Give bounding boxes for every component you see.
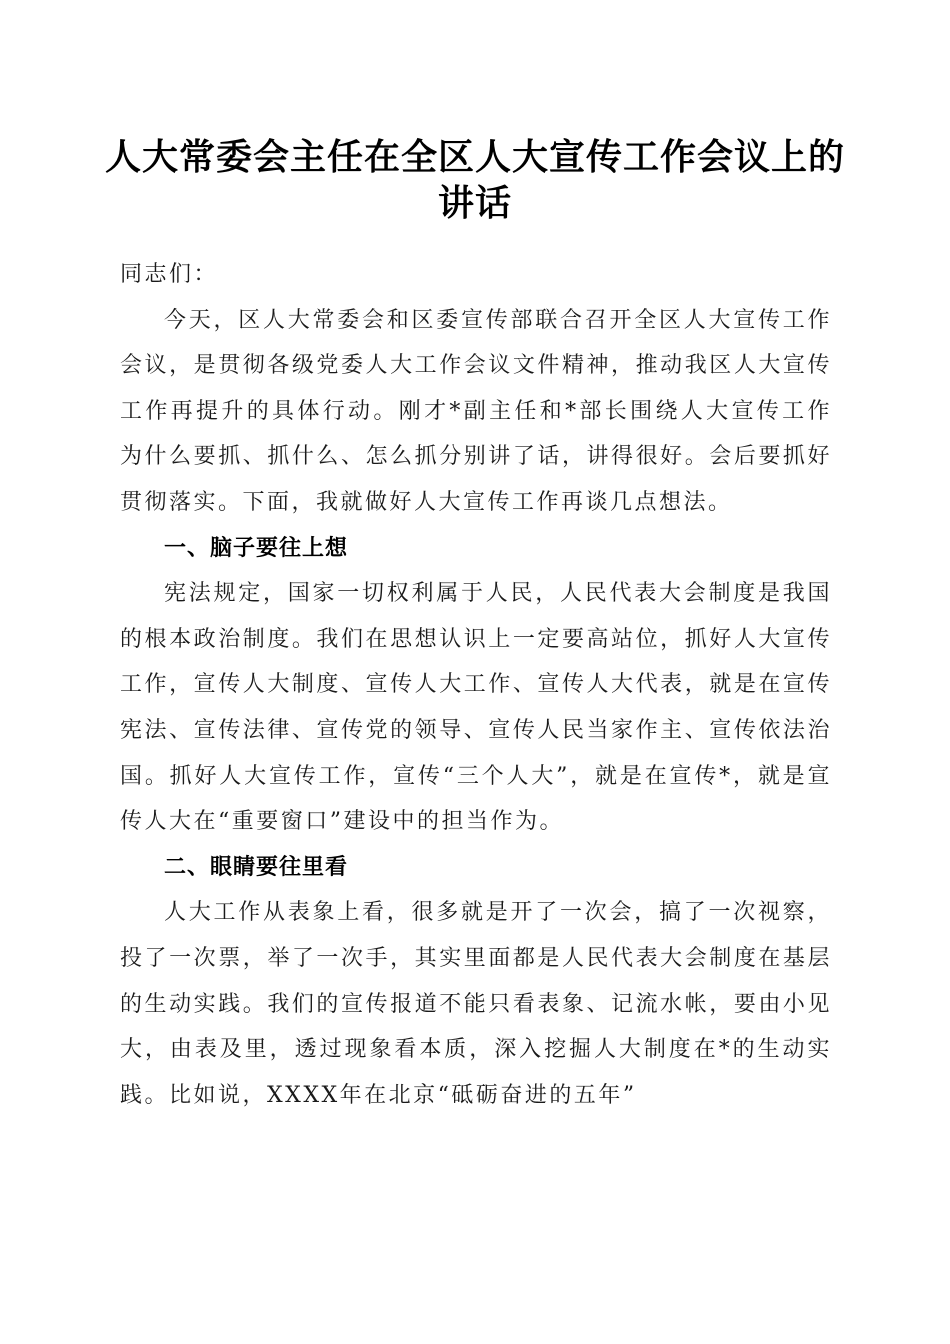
section-heading-2: 二、眼睛要往里看 — [164, 854, 349, 880]
section-heading-1: 一、脑子要往上想 — [164, 535, 349, 561]
section-paragraph-1: 宪法规定，国家一切权利属于人民，人民代表大会制度是我国的根本政治制度。我们在思想认识上一定要高站位，抓好人大宣传工作，宣传人大制度、宣传人大工作、宣传人大代表，就是在宣传宪法、宣传法律、宣传党的领导、宣传人民当家作主、宣传依法治国。抓好人大宣传工作，宣传“三个人大”，就是在宣传*，就是宣传人大在“重要窗口”建设中的担当作为。 — [120, 581, 832, 835]
document-body — [120, 252, 832, 1118]
document-title — [100, 134, 850, 226]
title-line-1: 人大常委会主任在全区人大宣传工作会议上的 — [104, 136, 845, 178]
salutation: 同志们： — [120, 262, 219, 287]
intro-paragraph: 今天，区人大常委会和区委宣传部联合召开全区人大宣传工作会议，是贯彻各级党委人大工作会议文件精神，推动我区人大宣传工作再提升的具体行动。刚才*副主任和*部长围绕人大宣传工作为什么要抓、抓什么、怎么抓分别讲了话，讲得很好。会后要抓好贯彻落实。下面，我就做好人大宣传工作再谈几点想法。 — [120, 307, 832, 515]
section-paragraph-2: 人大工作从表象上看，很多就是开了一次会，搞了一次视察，投了一次票，举了一次手，其实里面都是人民代表大会制度在基层的生动实践。我们的宣传报道不能只看表象、记流水帐，要由小见大，由表及里，透过现象看本质，深入挖掘人大制度在*的生动实践。比如说，XXXX年在北京“砥砺奋进的五年” — [120, 900, 832, 1108]
title-line-2: 讲话 — [437, 182, 512, 224]
